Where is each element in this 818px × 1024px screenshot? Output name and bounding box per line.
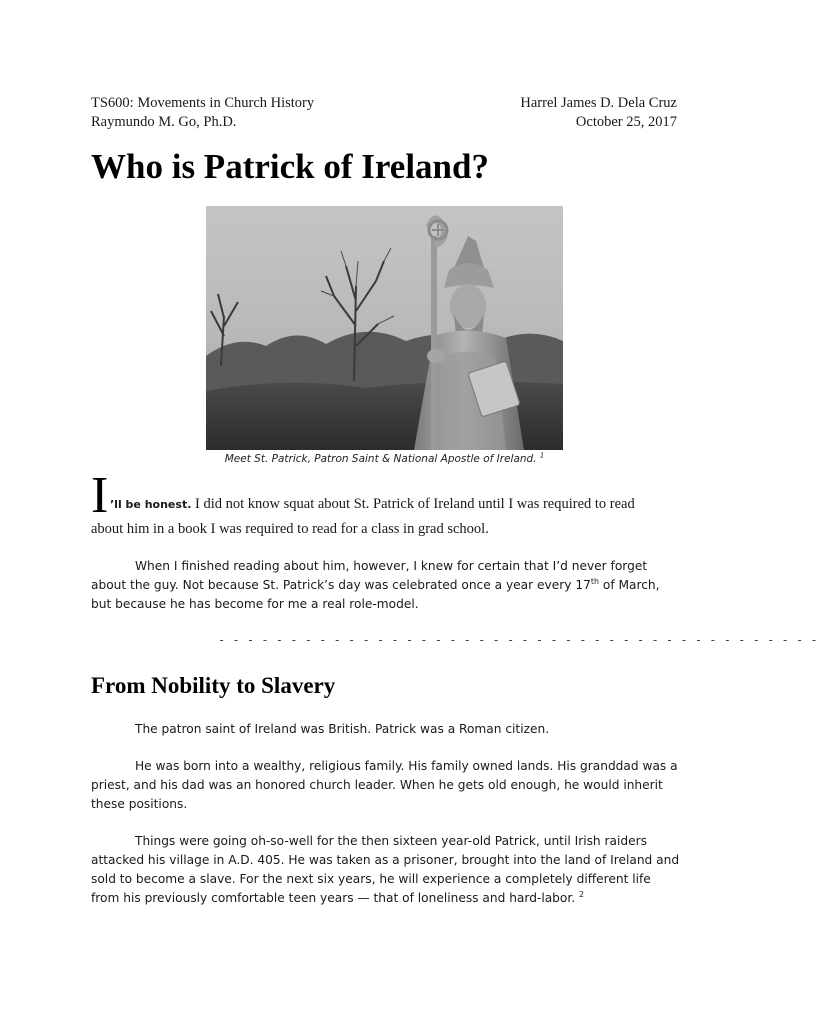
- section-heading: From Nobility to Slavery: [91, 673, 336, 698]
- paragraph-line-text: about the guy. Not because St. Patrick’s day was celebrated once a year every 17: [91, 578, 591, 592]
- paragraph-line: priest, and his dad was an honored church leader. When he gets old enough, he would inherit: [91, 778, 663, 792]
- paragraph-line: [91, 889, 681, 908]
- paragraph-slavery: [91, 832, 681, 908]
- paragraph-line-text: from his previously comfortable teen years — that of loneliness and hard-labor.: [91, 891, 576, 905]
- page-title: Who is Patrick of Ireland?: [91, 147, 489, 186]
- paragraph-line: [91, 576, 681, 595]
- section-divider: - - - - - - - - - - - - - - - - - - - - - - - - - - - - - - - - - - - - - - - - - -: [218, 633, 818, 647]
- paragraph-line: sold to become a slave. For the next six years, he will experience a completely different life: [91, 872, 651, 886]
- footnote-ref-2: 2: [579, 889, 585, 899]
- paragraph-line: He was born into a wealthy, religious family. His family owned lands. His granddad was a: [135, 759, 678, 773]
- document-date: October 25, 2017: [575, 114, 677, 130]
- paragraph-family: [91, 757, 681, 814]
- paragraph-line-text: of March,: [599, 578, 660, 592]
- st-patrick-statue-photo: [206, 206, 563, 450]
- paragraph-line: these positions.: [91, 797, 188, 811]
- intro-bold-lead: ’ll be honest.: [110, 498, 192, 511]
- header-right: [520, 94, 677, 132]
- paragraph-line: attacked his village in A.D. 405. He was taken as a prisoner, brought into the land of Ireland and: [91, 853, 680, 867]
- paragraph-line: When I finished reading about him, however, I knew for certain that I’d never forget: [135, 559, 648, 573]
- figure-caption: [206, 452, 563, 466]
- intro-line-2: about him in a book I was required to read for a class in grad school.: [91, 521, 489, 537]
- caption-text: Meet St. Patrick, Patron Saint & National Apostle of Ireland.: [224, 453, 537, 465]
- paragraph-british: [91, 720, 681, 739]
- superscript-th: th: [590, 576, 599, 586]
- intro-line-1-text: I did not know squat about St. Patrick of Ireland until I was required to read: [191, 496, 635, 512]
- header-left: [91, 94, 314, 132]
- paragraph-role-model: [91, 557, 681, 614]
- instructor-name: Raymundo M. Go, Ph.D.: [91, 114, 237, 130]
- paragraph-line: The patron saint of Ireland was British. Patrick was a Roman citizen.: [135, 722, 550, 736]
- course-name: TS600: Movements in Church History: [91, 95, 315, 111]
- drop-cap: I: [91, 467, 109, 524]
- paragraph-line: Things were going oh-so-well for the then sixteen year-old Patrick, until Irish raiders: [135, 834, 647, 848]
- intro-line-1: [110, 494, 635, 515]
- footnote-ref-1: 1: [539, 451, 545, 460]
- author-name: Harrel James D. Dela Cruz: [520, 95, 677, 111]
- paragraph-line: but because he has become for me a real role-model.: [91, 597, 419, 611]
